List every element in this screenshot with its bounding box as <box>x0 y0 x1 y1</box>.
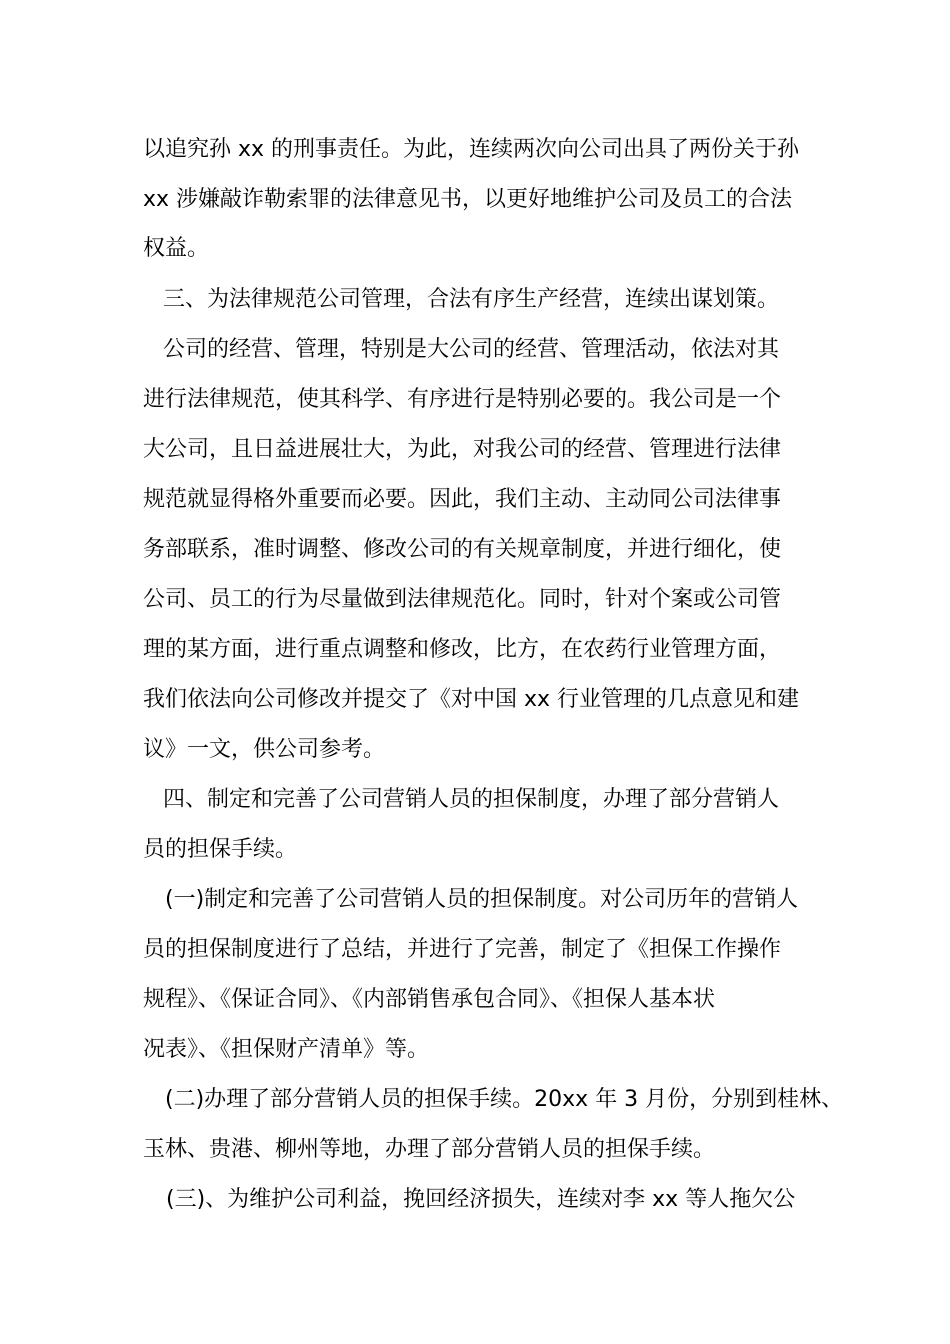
text-line: 权益。 <box>143 236 210 261</box>
text-line: 员的担保手续。 <box>143 837 298 862</box>
text-line: (二)办理了部分营销人员的担保手续。20xx 年 3 月份，分别到桂林、 <box>165 1087 844 1112</box>
text-line: (一)制定和完善了公司营销人员的担保制度。对公司历年的营销人 <box>165 887 799 912</box>
text-line: 理的某方面，进行重点调整和修改，比方，在农药行业管理方面， <box>143 637 782 662</box>
text-line: xx 涉嫌敲诈勒索罪的法律意见书，以更好地维护公司及员工的合法 <box>143 187 793 212</box>
text-line: 务部联系，准时调整、修改公司的有关规章制度，并进行细化，使 <box>143 537 782 562</box>
text-line: 我们依法向公司修改并提交了《对中国 xx 行业管理的几点意见和建 <box>143 687 800 712</box>
text-line: 员的担保制度进行了总结，并进行了完善，制定了《担保工作操作 <box>143 937 782 962</box>
text-line: 以追究孙 xx 的刑事责任。为此，连续两次向公司出具了两份关于孙 <box>143 137 800 162</box>
text-line: 大公司，且日益进展壮大，为此，对我公司的经营、管理进行法律 <box>143 437 782 462</box>
text-line: 公司的经营、管理，特别是大公司的经营、管理活动，依法对其 <box>163 337 780 362</box>
text-line: 公司、员工的行为尽量做到法律规范化。同时，针对个案或公司管 <box>143 587 782 612</box>
text-line: 玉林、贵港、柳州等地，办理了部分营销人员的担保手续。 <box>143 1137 716 1162</box>
text-line: 况表》、《担保财产清单》等。 <box>143 1037 430 1062</box>
text-line: 规范就显得格外重要而必要。因此，我们主动、主动同公司法律事 <box>143 487 782 512</box>
section-heading: 三、为法律规范公司管理，合法有序生产经营，连续出谋划策。 <box>163 287 780 312</box>
text-line: 议》一文，供公司参考。 <box>143 737 386 762</box>
text-line: (三)、为维护公司利益，挽回经济损失，连续对李 xx 等人拖欠公 <box>166 1187 796 1212</box>
text-line: 进行法律规范，使其科学、有序进行是特别必要的。我公司是一个 <box>143 387 782 412</box>
text-line: 规程》、《保证合同》、《内部销售承包合同》、《担保人基本状 <box>143 987 716 1012</box>
section-heading: 四、制定和完善了公司营销人员的担保制度，办理了部分营销人 <box>163 787 780 812</box>
